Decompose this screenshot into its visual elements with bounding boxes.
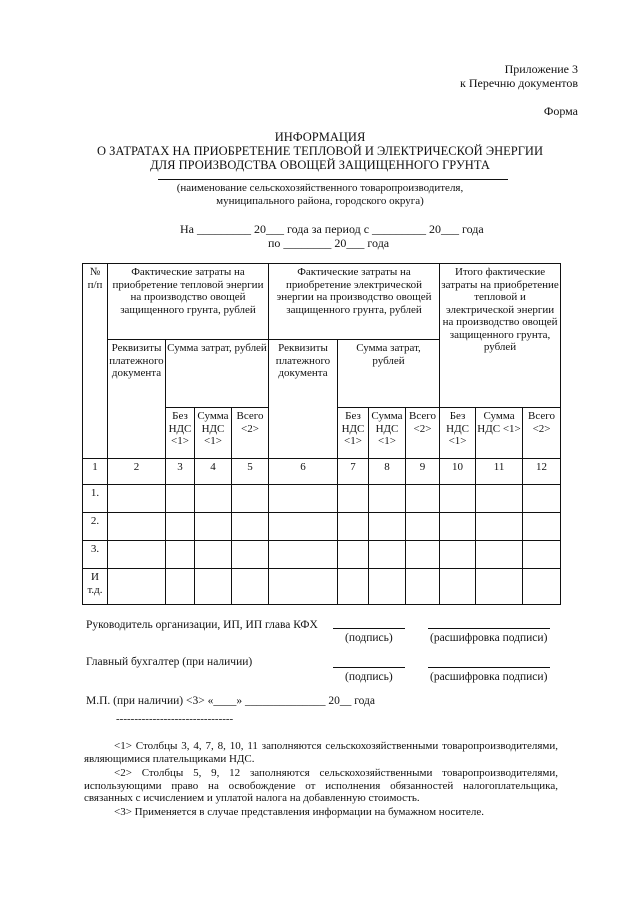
header-all: Всего <2> [406,408,440,459]
period-line2: по ________ 20___ года [268,236,390,250]
col-number: 3 [166,459,195,485]
signature-caption: (подпись) [345,671,393,683]
name-line [158,179,508,180]
seal-line: М.П. (при наличии) <3> «____» ______________ 20__ года [86,695,375,707]
decryption-caption: (расшифровка подписи) [430,671,548,683]
doc-title-line2: О ЗАТРАТАХ НА ПРИОБРЕТЕНИЕ ТЕПЛОВОЙ И ЭЛЕКТРИЧЕСКОЙ ЭНЕРГИИ [97,144,543,158]
subtitle-line1: (наименование сельскохозяйственного товаропроизводителя, [176,182,464,194]
footnote-3: <3> Применяется в случае представления информации на бумажном носителе. [114,806,485,818]
header-no-vat: Без НДС <1> [338,408,369,459]
table-row [83,513,561,541]
signature-line [333,628,405,629]
header-sum-electric: Сумма затрат, рублей [338,340,440,408]
col-number: 2 [108,459,166,485]
footnote-2: <2> Столбцы 5, 9, 12 заполняются сельскохозяйственными товаропроизводителями, использующими право на освобождение от исполнения обязанностей налогоплательщика, связанных с исчислением и уплатой налога на добавленную стоимость. [84,767,558,804]
col-number: 9 [406,459,440,485]
header-all: Всего <2> [232,408,269,459]
col-number: 1 [83,459,108,485]
col-number: 12 [523,459,561,485]
table-row [83,541,561,569]
header-total: Итого фактические затраты на приобретение тепловой и электрической энергии на производство овощей защищенного грунта, рублей [440,264,561,408]
col-number: 8 [369,459,406,485]
header-all: Всего <2> [523,408,561,459]
col-number: 6 [269,459,338,485]
period-line1: На _________ 20___ года за период с _________ 20___ года [180,222,484,236]
header-no-vat: Без НДС <1> [166,408,195,459]
header-req-electric: Реквизиты платежного документа [269,340,338,459]
header-no-vat: Без НДС <1> [440,408,476,459]
header-sum-heat: Сумма затрат, рублей [166,340,269,408]
row-label: И т.д. [83,569,108,605]
decryption-caption: (расшифровка подписи) [430,632,548,644]
header-vat: Сумма НДС <1> [195,408,232,459]
col-number: 7 [338,459,369,485]
row-label: 3. [83,541,108,569]
header-vat: Сумма НДС <1> [476,408,523,459]
signature-caption: (подпись) [345,632,393,644]
col-number: 4 [195,459,232,485]
row-label: 2. [83,513,108,541]
row-label: 1. [83,485,108,513]
head-signatory-label: Руководитель организации, ИП, ИП глава КФХ [86,619,318,631]
col-number: 11 [476,459,523,485]
signature-line [428,628,550,629]
table-row [83,569,561,605]
header-req-heat: Реквизиты платежного документа [108,340,166,459]
header-electric: Фактические затраты на приобретение электрической энергии на производство овощей защищенного грунта, рублей [269,264,440,340]
footnote-1: <1> Столбцы 3, 4, 7, 8, 10, 11 заполняются сельскохозяйственными товаропроизводителями, являющимися плательщиками НДС. [84,740,558,765]
signature-line [428,667,550,668]
subtitle-line2: муниципального района, городского округа) [216,195,424,207]
list-reference: к Перечню документов [460,76,578,90]
accountant-label: Главный бухгалтер (при наличии) [86,656,253,668]
form-label: Форма [543,104,578,118]
col-number: 5 [232,459,269,485]
header-heat: Фактические затраты на приобретение тепловой энергии на производство овощей защищенного грунта, рублей [108,264,269,340]
header-vat: Сумма НДС <1> [369,408,406,459]
doc-title-line3: ДЛЯ ПРОИЗВОДСТВА ОВОЩЕЙ ЗАЩИЩЕННОГО ГРУНТА [150,158,490,172]
table-row [83,485,561,513]
appendix-label: Приложение 3 [504,62,578,76]
col-number: 10 [440,459,476,485]
signature-line [333,667,405,668]
costs-table [82,263,561,605]
doc-title: ИНФОРМАЦИЯ [274,130,366,144]
footnote-divider: -------------------------------- [116,713,234,725]
header-num: № п/п [83,264,108,459]
